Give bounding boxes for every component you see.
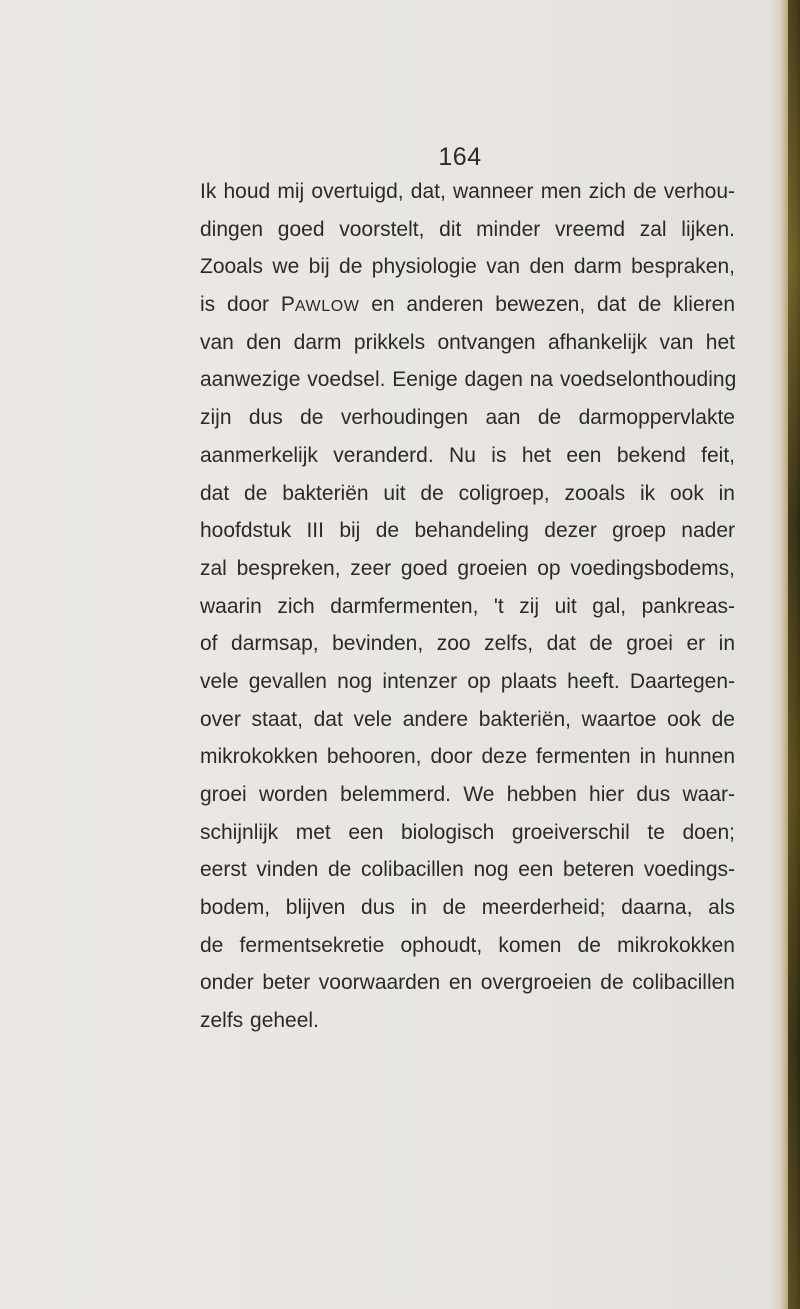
text-line: de fermentsekretie ophoudt, komen de mikrokokken <box>200 933 735 957</box>
text-line: dat de bakteriën uit de coligroep, zooals ik ook in <box>200 481 735 505</box>
page-edge-shadow <box>788 0 800 1309</box>
text-line: over staat, dat vele andere bakteriën, waartoe ook de <box>200 707 735 731</box>
text-line: zijn dus de verhoudingen aan de darmoppervlakte <box>200 406 735 430</box>
text-line: aanwezige voedsel. Eenige dagen na voedselonthouding <box>200 368 737 392</box>
text-line: Ik houd mij overtuigd, dat, wanneer men zich de verhou- <box>200 180 735 203</box>
author-name-rest: AWLOW <box>294 298 360 316</box>
text-line: onder beter voorwaarden en overgroeien de colibacillen <box>200 971 735 995</box>
author-name <box>281 293 360 316</box>
author-name-initial: P <box>280 293 295 317</box>
page-number: 164 <box>438 143 482 171</box>
text-line: bodem, blijven dus in de meerderheid; daarna, als <box>200 896 735 920</box>
text-line: hoofdstuk III bij de behandeling dezer groep nader <box>200 519 735 543</box>
text-line-with-name <box>200 286 735 324</box>
text-line: of darmsap, bevinden, zoo zelfs, dat de groei er in <box>200 632 735 656</box>
text-line: schijnlijk met een biologisch groeiverschil te doen; <box>200 820 735 844</box>
text-line: van den darm prikkels ontvangen afhankelijk van het <box>200 330 735 354</box>
body-paragraph <box>200 173 735 1040</box>
text-line: zelfs geheel. <box>200 1009 319 1033</box>
text-line: dingen goed voorstelt, dit minder vreemd zal lijken. <box>200 217 735 241</box>
text-line: waarin zich darmfermenten, 't zij uit gal, pankreas- <box>200 594 735 618</box>
text-line: zal bespreken, zeer goed groeien op voedingsbodems, <box>200 556 735 580</box>
text-line: eerst vinden de colibacillen nog een beteren voedings- <box>200 858 735 882</box>
text-line: mikrokokken behooren, door deze fermenten in hunnen <box>200 745 735 769</box>
text-line: groei worden belemmerd. We hebben hier dus waar- <box>200 783 735 806</box>
text-segment: en anderen bewezen, dat de klieren <box>359 293 735 317</box>
text-segment: is door <box>200 293 281 317</box>
text-line: vele gevallen nog intenzer op plaats heeft. Daartegen- <box>200 669 735 693</box>
text-line: aanmerkelijk veranderd. Nu is het een bekend feit, <box>200 443 735 467</box>
text-line: Zooals we bij de physiologie van den darm bespraken, <box>200 255 735 279</box>
